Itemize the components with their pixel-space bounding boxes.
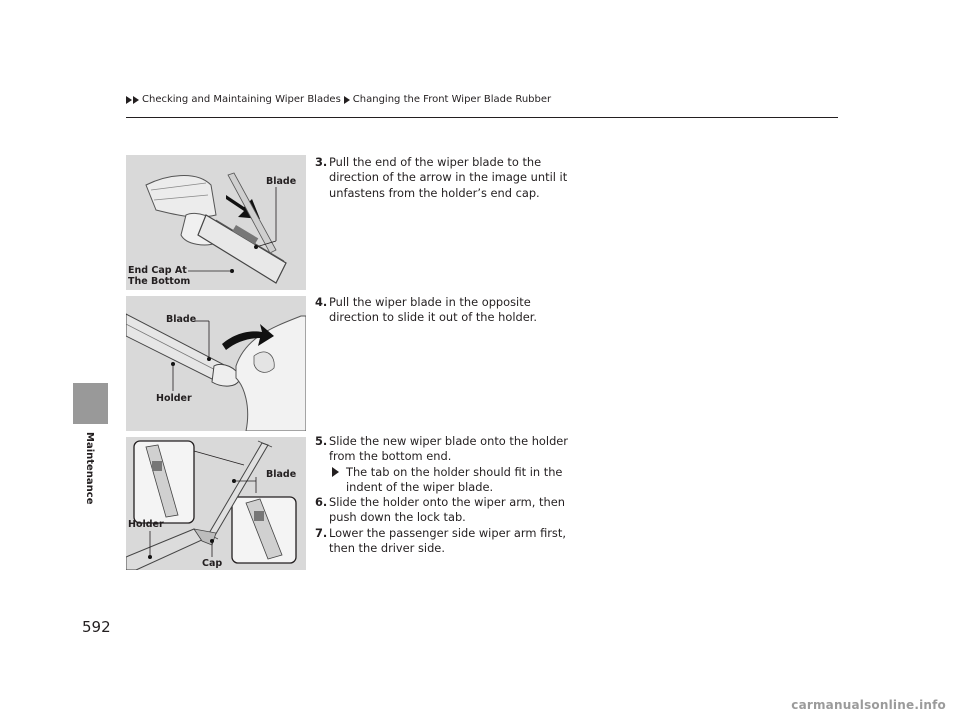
step-item [315,526,575,557]
step-number: 3. [315,155,328,169]
step-number: 5. [315,434,328,448]
step-item [315,495,575,526]
step-item [315,434,575,465]
callout-blade: Blade [266,176,297,187]
section-tab [73,383,108,424]
step-note-text: The tab on the holder should fit in the indent of the wiper blade. [346,464,563,494]
step-text: Slide the holder onto the wiper arm, then push down the lock tab. [329,495,565,525]
step-number: 7. [315,525,328,540]
header-rule [126,117,838,118]
breadcrumb-separator-icon [344,96,350,104]
section-label: Maintenance [84,432,95,505]
double-arrow-icon-2 [133,96,139,104]
callout-holder: Holder [128,519,164,530]
callout-blade: Blade [166,314,197,325]
illustration-install [126,437,306,570]
step-item [315,295,575,326]
figure-install-blade [126,437,306,570]
breadcrumb-item-1[interactable]: Checking and Maintaining Wiper Blades [142,94,341,105]
figure-unfasten-blade [126,155,306,290]
illustration-slide-out [126,296,306,431]
callout-cap: Cap [202,558,223,569]
step-note [315,465,575,496]
note-arrow-icon [332,467,339,477]
breadcrumb [126,94,551,105]
double-arrow-icon [126,96,132,104]
step-3 [315,155,575,201]
step-text: Pull the wiper blade in the opposite direction to slide it out of the holder. [329,295,538,325]
step-number: 6. [315,495,328,510]
step-text: Lower the passenger side wiper arm first, then the driver side. [329,525,566,556]
step-number: 4. [315,295,328,309]
step-text: Pull the end of the wiper blade to the direction of the arrow in the image until it unfastens from the holder’s end cap. [329,155,568,200]
callout-blade: Blade [266,469,297,480]
callout-end-cap-line2: The Bottom [128,276,191,287]
page-number: 592 [82,618,111,636]
step-item [315,155,575,201]
step-4 [315,295,575,326]
figure-slide-out-blade [126,296,306,431]
step-text: Slide the new wiper blade onto the holder from the bottom end. [329,434,568,464]
watermark: carmanualsonline.info [791,698,946,712]
callout-holder: Holder [156,393,192,404]
callout-end-cap-line1: End Cap At [128,265,187,276]
breadcrumb-item-2[interactable]: Changing the Front Wiper Blade Rubber [352,94,552,105]
steps-5-to-7 [315,434,575,556]
callout-end-cap [128,265,190,287]
